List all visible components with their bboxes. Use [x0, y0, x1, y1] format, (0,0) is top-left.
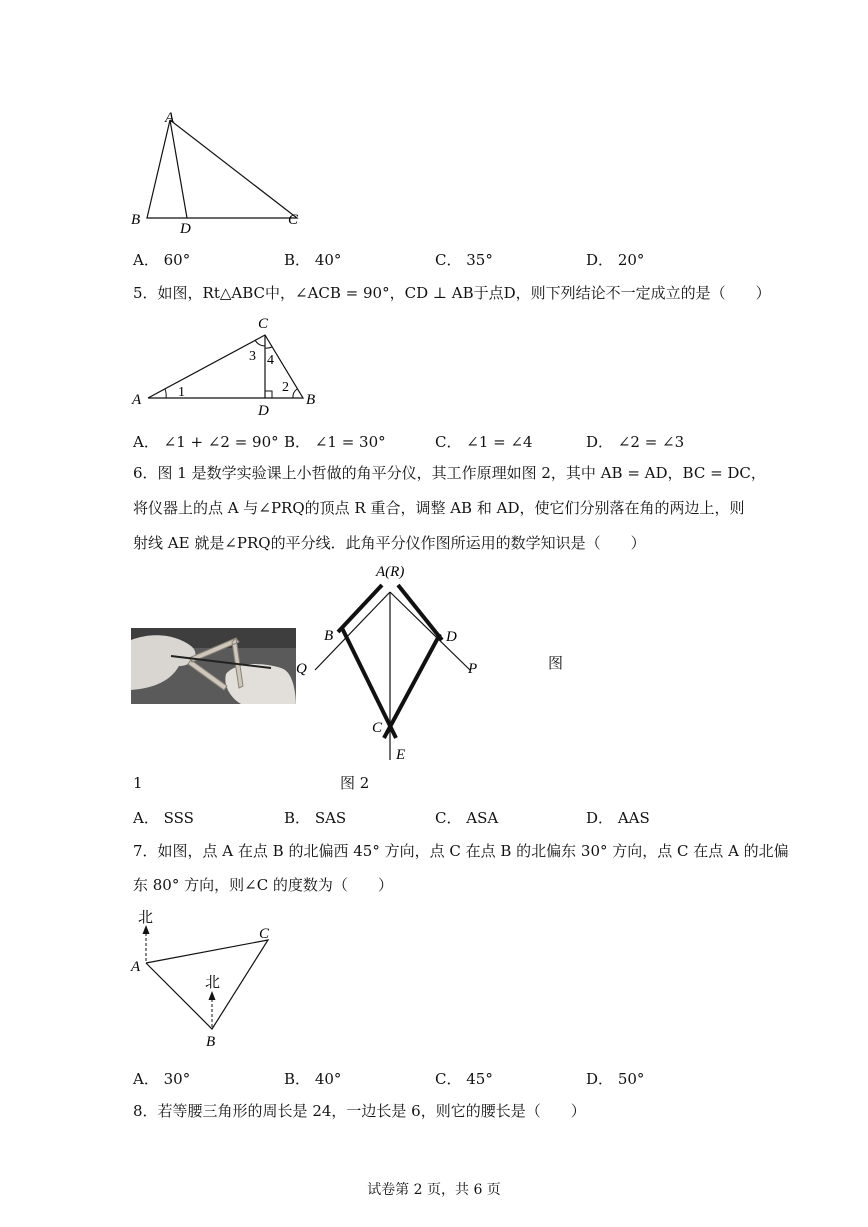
q4-option-d-key: D． — [586, 251, 614, 269]
q5-right-triangle-figure — [125, 310, 325, 420]
q7-label-a: A — [131, 959, 141, 975]
q5-option-a — [133, 431, 279, 452]
q7-north-arrowhead-a — [143, 925, 150, 934]
q7-option-d-key: D． — [586, 1070, 614, 1088]
q4-option-c-key: C． — [435, 251, 462, 269]
q4-segment-ad — [170, 120, 187, 218]
q4-option-a-text: 60° — [163, 251, 191, 269]
q7-option-a-key: A． — [133, 1070, 159, 1088]
q6-label-ar: A(R) — [376, 564, 405, 580]
q4-label-c: C — [288, 212, 299, 228]
q6-stem-line1: 6．图 1 是数学实验课上小哲做的角平分仪，其工作原理如图 2，其中 AB = AD，BC = DC， — [133, 464, 766, 482]
q6-option-d-text: AAS — [617, 809, 650, 827]
q6-label-q: Q — [296, 661, 307, 677]
q4-option-a-key: A． — [133, 251, 159, 269]
q8-stem: 8．若等腰三角形的周长是 24，一边长是 6，则它的腰长是（ ） — [133, 1102, 586, 1120]
q6-ray-p — [390, 592, 470, 670]
q5-label-4: 4 — [267, 353, 274, 368]
q6-bar-bc — [342, 628, 396, 738]
q6-option-b-key: B． — [284, 809, 311, 827]
q4-triangle-outline — [147, 120, 297, 218]
q5-right-angle-mark — [265, 391, 272, 398]
q4-label-b: B — [131, 212, 141, 228]
q4-option-d — [586, 249, 644, 270]
q7-direction-figure — [125, 903, 285, 1053]
q5-option-b-text: ∠1 = 30° — [314, 433, 386, 451]
q7-label-b: B — [206, 1034, 216, 1050]
q5-label-a: A — [132, 392, 142, 408]
q6-option-c — [435, 807, 498, 828]
q6-label-d: D — [446, 629, 457, 645]
q6-figure1-caption-b: 1 — [133, 774, 143, 792]
q5-angle-4-arc — [265, 347, 272, 348]
page-footer: 试卷第 2 页，共 6 页 — [367, 1182, 501, 1198]
q5-angle-3-arc — [255, 340, 265, 346]
q5-stem: 5．如图，Rt△ABC中，∠ACB = 90°，CD ⊥ AB于点D，则下列结论不一定成立的是（ ） — [133, 284, 771, 302]
q5-angle-1-arc — [165, 389, 166, 398]
q6-option-b — [284, 807, 346, 828]
q4-option-b-text: 40° — [314, 251, 342, 269]
q7-label-north-b: 北 — [205, 975, 221, 991]
q7-option-c — [435, 1068, 493, 1089]
q5-triangle-outline — [148, 335, 303, 398]
q6-stem-line2: 将仪器上的点 A 与∠PRQ的顶点 R 重合，调整 AB 和 AD，使它们分别落在角的两边上，则 — [133, 499, 745, 517]
q7-north-arrowhead-b — [209, 991, 216, 1000]
q5-option-c — [435, 431, 533, 452]
q6-label-c: C — [372, 720, 383, 736]
q4-option-d-text: 20° — [617, 251, 645, 269]
q5-label-3: 3 — [249, 349, 256, 364]
q7-option-b-text: 40° — [314, 1070, 342, 1088]
q4-option-a — [133, 249, 190, 270]
q6-label-b: B — [324, 628, 334, 644]
q6-option-d-key: D． — [586, 809, 614, 827]
q7-option-d-text: 50° — [617, 1070, 645, 1088]
q6-option-b-text: SAS — [314, 809, 347, 827]
q6-diagram-figure-2 — [290, 560, 490, 770]
q7-option-b — [284, 1068, 341, 1089]
q4-option-c — [435, 249, 493, 270]
q6-label-e: E — [396, 747, 406, 763]
q6-option-a — [133, 807, 194, 828]
q5-angle-2-arc — [293, 389, 297, 398]
q6-bar-ab — [338, 585, 382, 632]
q4-label-d: D — [180, 221, 191, 237]
q7-option-c-key: C． — [435, 1070, 462, 1088]
q7-stem-line1: 7．如图，点 A 在点 B 的北偏西 45° 方向，点 C 在点 B 的北偏东 30° 方向，点 C 在点 A 的北偏 — [133, 842, 789, 860]
q6-stem-line3: 射线 AE 就是∠PRQ的平分线．此角平分仪作图所运用的数学知识是（ ） — [133, 534, 646, 552]
q6-bar-ad — [398, 585, 442, 640]
q5-option-a-key: A． — [133, 433, 159, 451]
q5-label-c: C — [258, 316, 269, 332]
q7-option-d — [586, 1068, 644, 1089]
q5-option-c-text: ∠1 = ∠4 — [466, 433, 533, 451]
q6-option-a-key: A． — [133, 809, 159, 827]
q7-stem-line2: 东 80° 方向，则∠C 的度数为（ ） — [133, 876, 393, 894]
q7-option-b-key: B． — [284, 1070, 311, 1088]
q4-triangle-figure — [125, 105, 315, 240]
q4-option-b — [284, 249, 341, 270]
q5-option-b-key: B． — [284, 433, 311, 451]
q6-figure1-caption-a: 图 — [548, 654, 564, 672]
q6-option-c-key: C． — [435, 809, 462, 827]
q4-label-a: A — [165, 110, 175, 126]
q5-label-2: 2 — [282, 380, 289, 395]
q7-option-a-text: 30° — [163, 1070, 191, 1088]
q4-option-c-text: 35° — [466, 251, 493, 269]
q5-option-d-key: D． — [586, 433, 614, 451]
q6-label-p: P — [468, 661, 478, 677]
q5-label-b: B — [306, 392, 316, 408]
q6-option-a-text: SSS — [163, 809, 194, 827]
q6-photo-figure-1 — [131, 628, 296, 704]
q7-label-c: C — [259, 926, 270, 942]
q7-label-north-a: 北 — [138, 910, 154, 926]
q7-option-c-text: 45° — [466, 1070, 493, 1088]
q5-label-d: D — [258, 403, 269, 419]
q5-option-c-key: C． — [435, 433, 462, 451]
q5-label-1: 1 — [178, 385, 185, 400]
q5-option-d — [586, 431, 684, 452]
q5-option-b — [284, 431, 386, 452]
q4-option-b-key: B． — [284, 251, 311, 269]
q6-option-d — [586, 807, 650, 828]
q7-option-a — [133, 1068, 190, 1089]
q6-option-c-text: ASA — [466, 809, 499, 827]
q6-figure2-caption: 图 2 — [340, 774, 370, 792]
q6-bar-dc — [384, 634, 440, 738]
q5-option-a-text: ∠1 + ∠2 = 90° — [163, 433, 279, 451]
q5-option-d-text: ∠2 = ∠3 — [617, 433, 685, 451]
